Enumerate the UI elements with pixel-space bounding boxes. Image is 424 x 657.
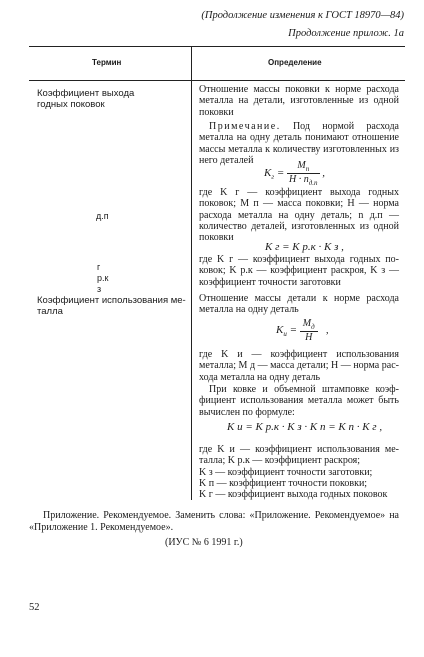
header-line-1: (Продолжение изменения к ГОСТ 18970—84) — [201, 10, 404, 21]
column-header-definition: Определение — [268, 58, 322, 67]
f3-fraction — [300, 318, 318, 343]
f3-numerator: M — [302, 318, 312, 329]
formula-utilization: $K_и$ = $\frac{M_д}{H}$ , — [276, 318, 329, 343]
f1-lhs: K — [264, 167, 272, 180]
definition-yield: Отношение массы поковки к норме расхода металла на детали, изготовленные из одной поковки — [199, 84, 399, 118]
ius-reference: (ИУС № 6 1991 г.) — [165, 537, 243, 548]
f1-numerator-sub: п — [305, 165, 310, 173]
term-yield-line2: годных поковок — [37, 99, 105, 110]
term-utilization-line1: Коэффициент использования ме- — [37, 295, 186, 306]
stray-subscript-z: з — [97, 284, 102, 294]
definition-where-4-line1: где K и — коэффициент использования металла; K р.к — коэффициент раскроя; — [199, 444, 399, 467]
formula-yield-product: K г = K р.к · K з , — [265, 241, 344, 253]
definition-where-2: где K г — коэффициент выхода годных поковок; K р.к — коэффициент раскроя, K з — коэффициент точности заготовки — [199, 254, 399, 288]
definition-utilization: Отношение массы детали к норме расхода металла на одну деталь — [199, 293, 399, 316]
f1-denominator-sub: д.п — [308, 179, 318, 187]
f1-denominator: H · n — [289, 174, 309, 185]
f1-lhs-sub: г — [271, 173, 275, 182]
definition-where-4-line4: K г — коэффициент выхода годных поковок — [199, 489, 388, 500]
page-number: 52 — [29, 602, 40, 613]
f3-numerator-sub: д — [311, 323, 315, 331]
definition-where-3: где K и — коэффициент использования металла; M д — масса детали; H — норма расхода металла на одну деталь — [199, 349, 399, 383]
term-utilization-line2: талла — [37, 306, 63, 317]
column-header-term: Термин — [92, 58, 122, 67]
footer-text: Приложение. Рекомендуемое. Заменить слова: «Приложение. Рекомендуемое» на «Приложение 1. Рекомендуемое». — [29, 510, 399, 533]
table-header-row — [29, 46, 405, 81]
definition-where-4-line3: K п — коэффициент точности поковки; — [199, 478, 368, 489]
f3-lhs: K — [276, 324, 284, 337]
definition-where-4-line2: K з — коэффициент точности заготовки; — [199, 467, 373, 478]
definition-where-1: где K г — коэффициент выхода годных поковок; M п — масса поковки; H — норма расхода металла на одну деталь; n д.п — количество деталей, изготовленных из одной поковки — [199, 187, 399, 244]
f1-fraction — [287, 160, 320, 187]
note-label: Примечание. — [209, 121, 281, 132]
stray-subscript-dp: д.п — [96, 211, 109, 221]
f1-tail: , — [322, 167, 326, 180]
column-divider — [191, 46, 192, 500]
term-yield-line1: Коэффициент выхода — [37, 88, 135, 99]
note-text: Под нормой расхода металла на одну деталь понимают отношение массы металла к количеству изготовленных из него деталей — [199, 121, 399, 166]
definition-forging: При ковке и объемной штамповке коэффициент использования металла может быть вычислен по формуле: — [199, 384, 399, 418]
formula-utilization-product: K и = K р.к · K з · K п = K п · K г , — [227, 421, 383, 433]
f3-tail: , — [325, 324, 329, 337]
stray-subscript-rk: р.к — [97, 273, 109, 283]
stray-subscript-g: г — [97, 262, 101, 272]
header-line-2: Продолжение прилож. 1а — [288, 28, 404, 39]
formula-yield: $K_г$ = $\frac{M_п}{H \cdot n_{д.п}}$ , — [264, 160, 326, 187]
f1-numerator: M — [297, 160, 306, 171]
f3-lhs-sub: и — [283, 330, 287, 339]
f3-denominator: H — [305, 332, 313, 343]
